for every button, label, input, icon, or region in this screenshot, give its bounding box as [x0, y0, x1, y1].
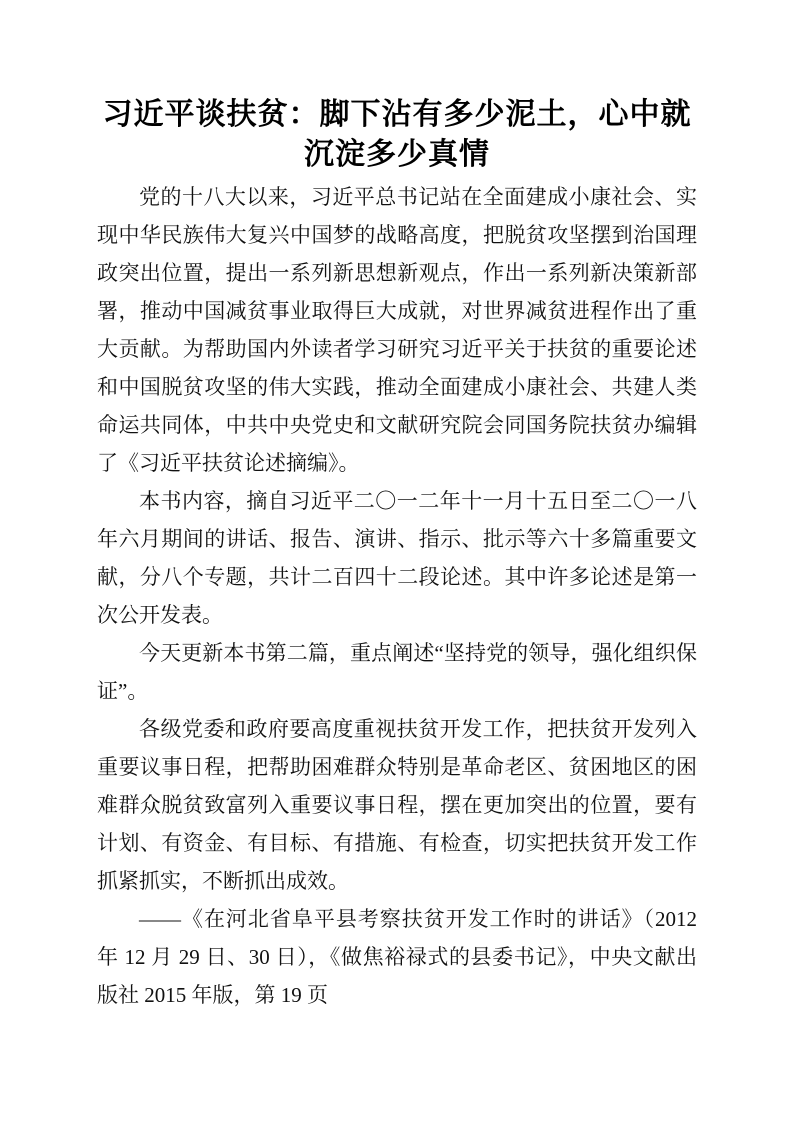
paragraph-quote-body: 各级党委和政府要高度重视扶贫开发工作，把扶贫开发列入重要议事日程，把帮助困难群众特别是革命老区、贫困地区的困难群众脱贫致富列入重要议事日程，摆在更加突出的位置，要有计划、有资金、有目标、有措施、有检查，切实把扶贫开发工作抓紧抓实，不断抓出成效。 [97, 717, 697, 893]
document-body [97, 178, 697, 1014]
paragraph-update-note: 今天更新本书第二篇，重点阐述“坚持党的领导，强化组织保证”。 [97, 641, 697, 703]
paragraph-intro: 党的十八大以来，习近平总书记站在全面建成小康社会、实现中华民族伟大复兴中国梦的战略高度，把脱贫攻坚摆到治国理政突出位置，提出一系列新思想新观点，作出一系列新决策新部署，推动中国减贫事业取得巨大成就，对世界减贫进程作出了重大贡献。为帮助国内外读者学习研究习近平关于扶贫的重要论述和中国脱贫攻坚的伟大实践，推动全面建成小康社会、共建人类命运共同体，中共中央党史和文献研究院会同国务院扶贫办编辑了《习近平扶贫论述摘编》。 [97, 185, 697, 475]
paragraph-citation: ——《在河北省阜平县考察扶贫开发工作时的讲话》（2012 年 12 月 29 日、30 日），《做焦裕禄式的县委书记》，中央文献出版社 2015 年版，第 19 页 [97, 907, 697, 1007]
document-title: 习近平谈扶贫：脚下沾有多少泥土，心中就沉淀多少真情 [102, 98, 692, 171]
paragraph-book-content: 本书内容，摘自习近平二〇一二年十一月十五日至二〇一八年六月期间的讲话、报告、演讲、指示、批示等六十多篇重要文献，分八个专题，共计二百四十二段论述。其中许多论述是第一次公开发表。 [97, 489, 697, 627]
document-content [97, 95, 697, 1014]
